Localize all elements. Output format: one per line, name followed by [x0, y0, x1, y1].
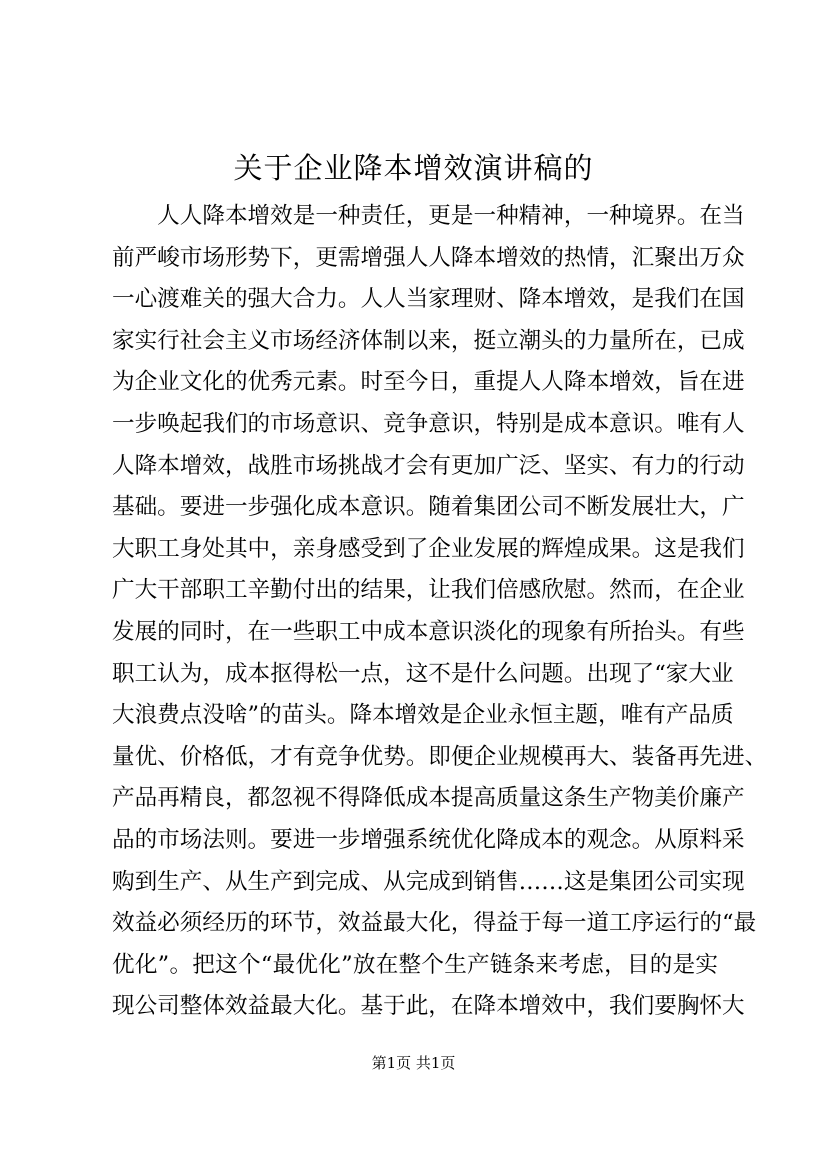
- body-line: 产品再精良，都忽视不得降低成本提高质量这条生产物美价廉产: [112, 785, 745, 812]
- body-line: 基础。要进一步强化成本意识。随着集团公司不断发展壮大，广: [112, 494, 745, 521]
- body-line: 一步唤起我们的市场意识、竞争意识，特别是成本意识。唯有人: [112, 410, 745, 437]
- body-line: 人人降本增效是一种责任，更是一种精神，一种境界。在当: [112, 203, 745, 229]
- page-footer: 第1页 共1页: [371, 1054, 456, 1072]
- body-line: 大职工身处其中，亲身感受到了企业发展的辉煌成果。这是我们: [112, 535, 745, 562]
- body-line: 效益必须经历的环节，效益最大化，得益于每一道工序运行的“最: [112, 910, 757, 937]
- body-line: 广大干部职工辛勤付出的结果，让我们倍感欣慰。然而，在企业: [112, 577, 745, 604]
- document-title: 关于企业降本增效演讲稿的: [233, 151, 594, 185]
- body-line: 前严峻市场形势下，更需增强人人降本增效的热情，汇聚出万众: [112, 244, 745, 271]
- body-line: 人降本增效，战胜市场挑战才会有更加广泛、坚实、有力的行动: [112, 452, 745, 479]
- body-line: 现公司整体效益最大化。基于此，在降本增效中，我们要胸怀大: [112, 993, 745, 1020]
- body-line: 一心渡难关的强大合力。人人当家理财、降本增效，是我们在国: [112, 286, 745, 313]
- body-line: 量优、价格低，才有竞争优势。即便企业规模再大、装备再先进、: [112, 743, 768, 770]
- body-line: 购到生产、从生产到完成、从完成到销售……这是集团公司实现: [112, 868, 745, 895]
- body-line: 优化”。把这个“最优化”放在整个生产链条来考虑，目的是实: [112, 951, 718, 978]
- body-line: 职工认为，成本抠得松一点，这不是什么问题。出现了“家大业: [112, 660, 734, 687]
- body-line: 大浪费点没啥”的苗头。降本增效是企业永恒主题，唯有产品质: [112, 702, 734, 729]
- body-line: 品的市场法则。要进一步增强系统优化降成本的观念。从原料采: [112, 826, 745, 853]
- document-body: [112, 196, 768, 1028]
- body-line: 为企业文化的优秀元素。时至今日，重提人人降本增效，旨在进: [112, 369, 745, 396]
- body-line: 发展的同时，在一些职工中成本意识淡化的现象有所抬头。有些: [112, 618, 745, 645]
- body-line: 家实行社会主义市场经济体制以来，挺立潮头的力量所在，已成: [112, 327, 745, 354]
